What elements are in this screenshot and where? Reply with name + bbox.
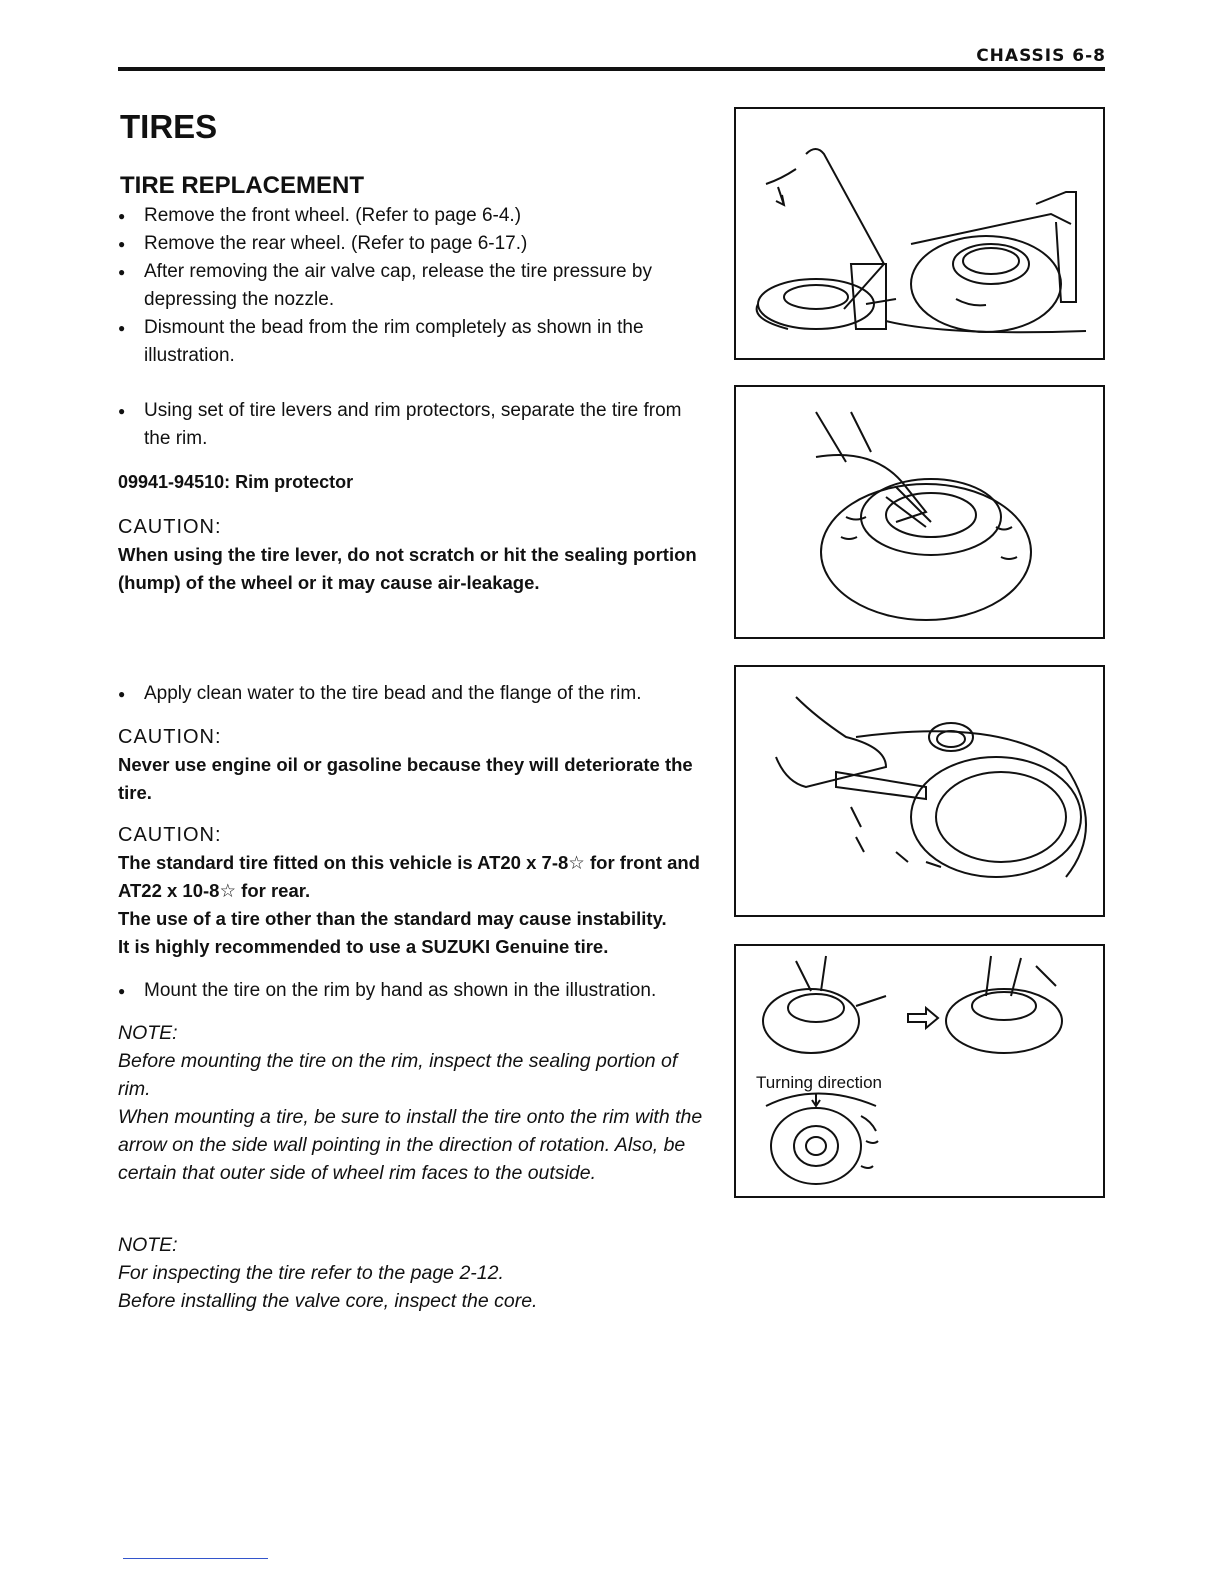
header-rule	[118, 67, 1105, 71]
caution-text: The standard tire fitted on this vehicle is AT20 x 7-8☆ for front and AT22 x 10-8☆ for rear.	[118, 852, 700, 901]
note-text: For inspecting the tire refer to the page 2-12.	[118, 1262, 504, 1284]
note-label: NOTE:	[118, 1234, 178, 1256]
note-1	[118, 1019, 703, 1187]
tire-changer-illustration	[736, 109, 1103, 358]
figure-tire-levers	[734, 385, 1105, 639]
caution-text: It is highly recommended to use a SUZUKI Genuine tire.	[118, 936, 609, 957]
brush-illustration	[736, 667, 1103, 915]
note-text: Before mounting the tire on the rim, inspect the sealing portion of rim.	[118, 1050, 678, 1100]
note-text: Before installing the valve core, inspect the core.	[118, 1290, 538, 1312]
caution-label: CAUTION:	[118, 726, 222, 748]
caution-1	[118, 513, 703, 597]
footer-link-line	[123, 1558, 268, 1559]
caution-3	[118, 821, 703, 961]
figure-bead-dismount	[734, 107, 1105, 360]
step-item: ● Using set of tire levers and rim protectors, separate the tire from the rim.	[118, 397, 703, 453]
figure-mount-tire	[734, 944, 1105, 1198]
note-text: When mounting a tire, be sure to install the tire onto the rim with the arrow on the side wall pointing in the direction of rotation. Also, be certain that outer side of wheel rim faces to the outside.	[118, 1106, 703, 1184]
caution-text: The use of a tire other than the standard may cause instability.	[118, 908, 667, 929]
figure-caption-turning-direction: Turning direction	[756, 1073, 882, 1092]
step-item: ● After removing the air valve cap, release the tire pressure by depressing the nozzle.	[118, 258, 703, 314]
caution-text: Never use engine oil or gasoline because they will deteriorate the tire.	[118, 754, 693, 803]
tire-lever-illustration	[736, 387, 1103, 637]
section-title: TIRE REPLACEMENT	[120, 172, 365, 199]
note-label: NOTE:	[118, 1022, 178, 1044]
caution-label: CAUTION:	[118, 824, 222, 846]
page-title: TIRES	[120, 108, 218, 145]
step-item: ● Mount the tire on the rim by hand as shown in the illustration.	[118, 977, 703, 1005]
step-item: ● Apply clean water to the tire bead and the flange of the rim.	[118, 680, 703, 708]
step-item: ● Remove the front wheel. (Refer to page 6-4.)	[118, 202, 703, 230]
step-mount-tire	[118, 977, 703, 1005]
note-2	[118, 1231, 703, 1315]
step-item: ● Remove the rear wheel. (Refer to page 6-17.)	[118, 230, 703, 258]
figure-apply-water	[734, 665, 1105, 917]
tool-reference: 09941-94510: Rim protector	[118, 472, 354, 492]
page-header-section: CHASSIS 6-8	[976, 46, 1106, 66]
step-separate	[118, 397, 703, 453]
step-item: ● Dismount the bead from the rim completely as shown in the illustration.	[118, 314, 703, 370]
caution-2	[118, 723, 703, 807]
step-apply-water	[118, 680, 703, 708]
steps-list-1	[118, 202, 703, 370]
mount-tire-illustration	[736, 946, 1103, 1196]
caution-label: CAUTION:	[118, 516, 222, 538]
caution-text: When using the tire lever, do not scratch or hit the sealing portion (hump) of the wheel or it may cause air-leakage.	[118, 544, 697, 593]
